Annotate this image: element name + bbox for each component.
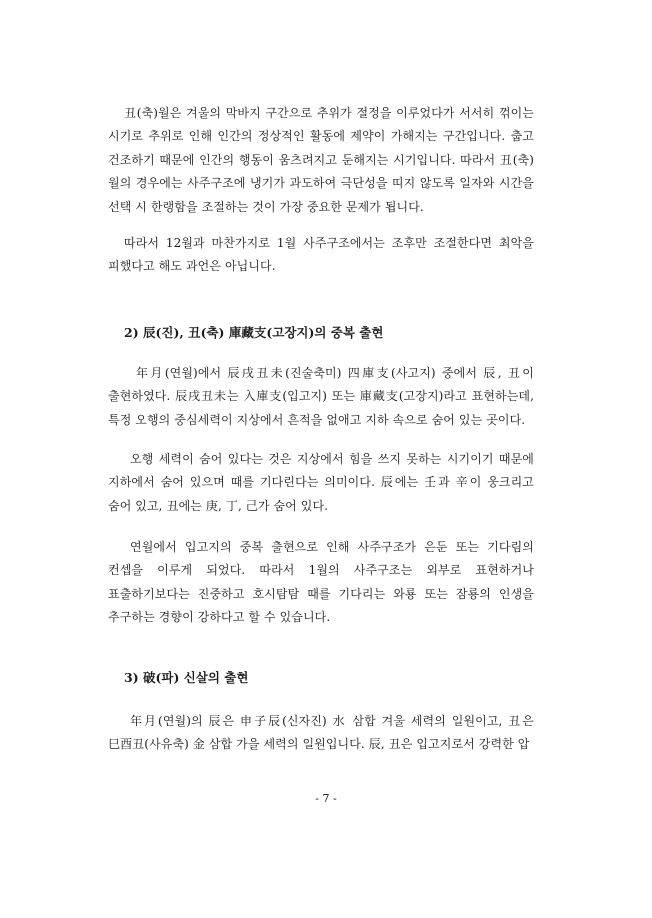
paragraph-samhap-forces: 年月(연월)의 辰은 申子辰(신자진) 水 삼합 겨울 세력의 일원이고, 丑은 巳酉丑(사유축) 金 삼합 가을 세력의 일원입니다. 辰, 丑은 입고지로서 강력한 압 (108, 714, 534, 752)
paragraph-seclusion-concept: 연월에서 입고지의 중복 출현으로 인해 사주구조가 은둔 또는 기다림의 컨셉을 이루게 되었다. 따라서 1월의 사주구조는 외부로 표현하거나 표출하기보다는 진중하고 호시탐탐 때를 기다리는 와룡 또는 잠룡의 인생을 추구하는 경향이 강하다고 할 수 있습니다. (108, 540, 534, 625)
section-heading-2: 2) 辰(진), 丑(축) 庫藏支(고장지)의 중복 출현 (124, 325, 384, 340)
page-number: - 7 - (315, 792, 337, 805)
paragraph-chuk-month-description: 丑(축)월은 겨울의 막바지 구간으로 추위가 절정을 이루었다가 서서히 꺾이는 시기로 추위로 인해 인간의 정상적인 활동에 제약이 가해지는 구간입니다. 춥고 건조하기 때문에 인간의 행동이 움츠려지고 둔해지는 시기입니다. 따라서 丑(축)월의 경우에는 사주구조에 냉기가 과도하여 극단성을 띠지 않도록 일자와 시간을 선택 시 한랭함을 조절하는 것이 가장 중요한 문제가 됩니다. (108, 106, 534, 214)
paragraph-december-comparison: 따라서 12월과 마찬가지로 1월 사주구조에서는 조후만 조절한다면 최악을 피했다고 해도 과언은 아닙니다. (108, 236, 534, 274)
section-heading-3: 3) 破(파) 신살의 출현 (124, 670, 249, 685)
paragraph-hidden-forces: 오행 세력이 숨어 있다는 것은 지상에서 힘을 쓰지 못하는 시기이기 때문에 지하에서 숨어 있으며 때를 기다린다는 의미이다. 辰에는 壬과 辛이 웅크리고 숨어 있고, 丑에는 庚, 丁, 己가 숨어 있다. (108, 452, 534, 513)
paragraph-sagoji-appearance: 年月(연월)에서 辰戌丑未(진술축미) 四庫支(사고지) 중에서 辰, 丑이 출현하였다. 辰戌丑未는 入庫支(입고지) 또는 庫藏支(고장지)라고 표현하는데, 특정 오행의 중심세력이 지상에서 흔적을 없애고 지하 속으로 숨어 있는 곳이다. (108, 366, 534, 427)
